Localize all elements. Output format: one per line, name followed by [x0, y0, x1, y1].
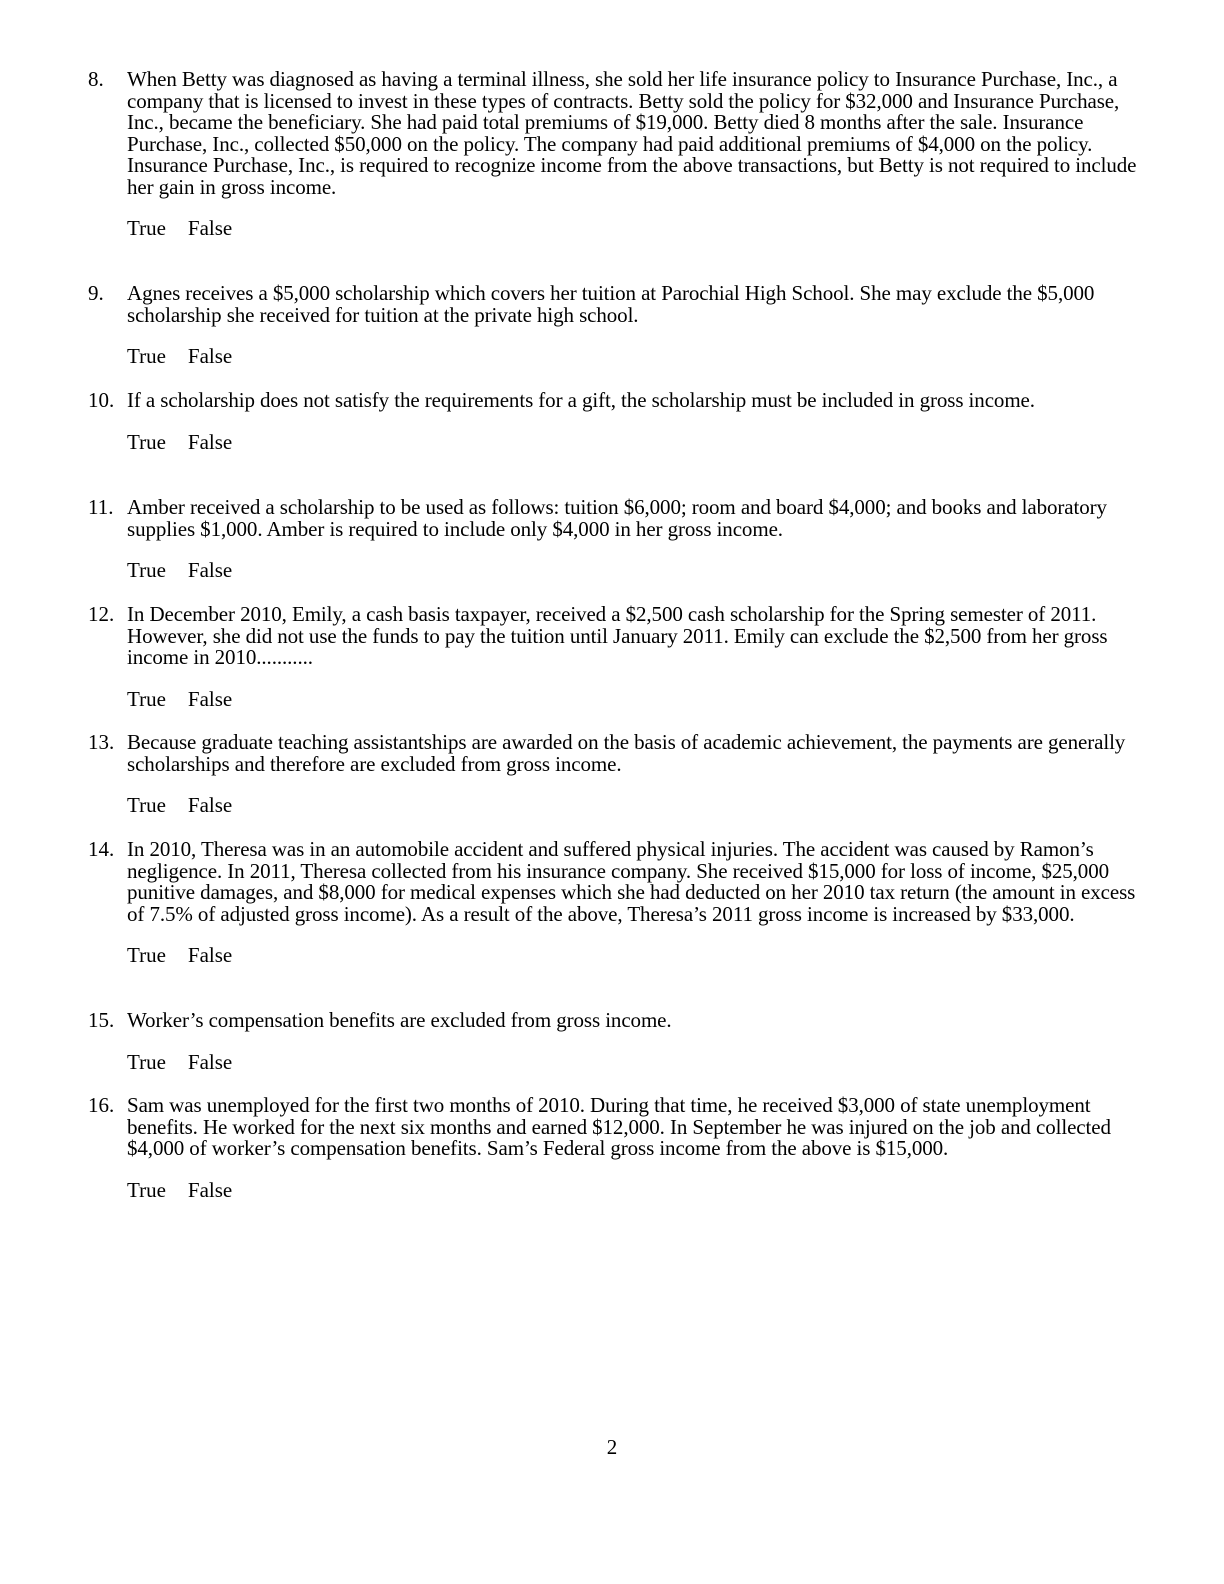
question-number: 9. — [88, 281, 104, 305]
question-8 — [88, 69, 1148, 240]
question-text: In December 2010, Emily, a cash basis taxpayer, received a $2,500 cash scholarship for the Spring semester of 2011. However, she did not use the funds to pay the tuition until January 2011. Emily can exclude the $2,500 from her gross income in 2010........... — [127, 602, 1108, 669]
question-text: Sam was unemployed for the first two months of 2010. During that time, he received $3,000 of state unemployment benefits. He worked for the next six months and earned $12,000. In September he was injured on the job and collected $4,000 of worker’s compensation benefits. Sam’s Federal gross income from the above is $15,000. — [127, 1093, 1111, 1160]
question-text: Because graduate teaching assistantships are awarded on the basis of academic achievement, the payments are generally scholarships and therefore are excluded from gross income. — [127, 730, 1126, 776]
question-text: Worker’s compensation benefits are excluded from gross income. — [127, 1008, 672, 1032]
answer-options — [127, 1177, 1148, 1202]
true-option[interactable]: True — [127, 216, 166, 240]
question-15 — [88, 1010, 1148, 1073]
true-option[interactable]: True — [127, 558, 166, 582]
true-option[interactable]: True — [127, 1049, 166, 1074]
question-11 — [88, 497, 1148, 582]
true-option[interactable]: True — [127, 429, 166, 454]
question-number: 11. — [88, 495, 114, 519]
false-option[interactable]: False — [187, 943, 233, 967]
true-option[interactable]: True — [127, 686, 166, 711]
answer-options — [127, 560, 1148, 582]
question-number: 15. — [88, 1008, 115, 1032]
answer-options — [127, 429, 1148, 454]
question-number: 14. — [88, 837, 115, 861]
answer-options — [127, 218, 1148, 240]
false-option[interactable]: False — [187, 793, 233, 817]
question-number: 10. — [88, 388, 115, 412]
question-text: When Betty was diagnosed as having a terminal illness, she sold her life insurance policy to Insurance Purchase, Inc., a company that is licensed to invest in these types of contracts. Betty sold the policy for $32,000 and Insurance Purchase, Inc., became the beneficiary. She had paid total premiums of $19,000. Betty died 8 months after the sale. Insurance Purchase, Inc., collected $50,000 on the policy. The company had paid additional premiums of $4,000 on the policy. Insurance Purchase, Inc., is required to recognize income from the above transactions, but Betty is not required to include her gain in gross income. — [127, 67, 1137, 199]
false-option[interactable]: False — [187, 686, 233, 711]
question-9 — [88, 283, 1148, 368]
true-option[interactable]: True — [127, 793, 166, 817]
answer-options — [127, 1049, 1148, 1074]
question-number: 12. — [88, 602, 115, 626]
question-number: 16. — [88, 1093, 115, 1117]
false-option[interactable]: False — [187, 1049, 233, 1074]
question-number: 13. — [88, 730, 115, 754]
question-number: 8. — [88, 67, 104, 91]
false-option[interactable]: False — [187, 558, 233, 582]
false-option[interactable]: False — [187, 344, 233, 368]
question-text: Amber received a scholarship to be used as follows: tuition $6,000; room and board $4,000; and books and laboratory supplies $1,000. Amber is required to include only $4,000 in her gross income. — [127, 495, 1107, 541]
page-number: 2 — [606, 1435, 618, 1459]
false-option[interactable]: False — [187, 1177, 233, 1202]
question-text: If a scholarship does not satisfy the requirements for a gift, the scholarship must be included in gross income. — [127, 388, 1035, 412]
true-option[interactable]: True — [127, 1177, 166, 1202]
question-14 — [88, 839, 1148, 967]
answer-options — [127, 945, 1148, 967]
true-option[interactable]: True — [127, 943, 166, 967]
question-10 — [88, 390, 1148, 453]
answer-options — [127, 346, 1148, 368]
true-option[interactable]: True — [127, 344, 166, 368]
question-16 — [88, 1095, 1148, 1201]
false-option[interactable]: False — [187, 216, 233, 240]
question-13 — [88, 732, 1148, 817]
answer-options — [127, 686, 1148, 711]
answer-options — [127, 795, 1148, 817]
question-text: Agnes receives a $5,000 scholarship which covers her tuition at Parochial High School. She may exclude the $5,000 scholarship she received for tuition at the private high school. — [127, 281, 1095, 327]
false-option[interactable]: False — [187, 429, 233, 454]
question-12 — [88, 604, 1148, 710]
question-text: In 2010, Theresa was in an automobile accident and suffered physical injuries. The accident was caused by Ramon’s negligence. In 2011, Theresa collected from his insurance company. She received $15,000 for loss of income, $25,000 punitive damages, and $8,000 for medical expenses which she had deducted on her 2010 tax return (the amount in excess of 7.5% of adjusted gross income). As a result of the above, Theresa’s 2011 gross income is increased by $33,000. — [127, 837, 1136, 926]
